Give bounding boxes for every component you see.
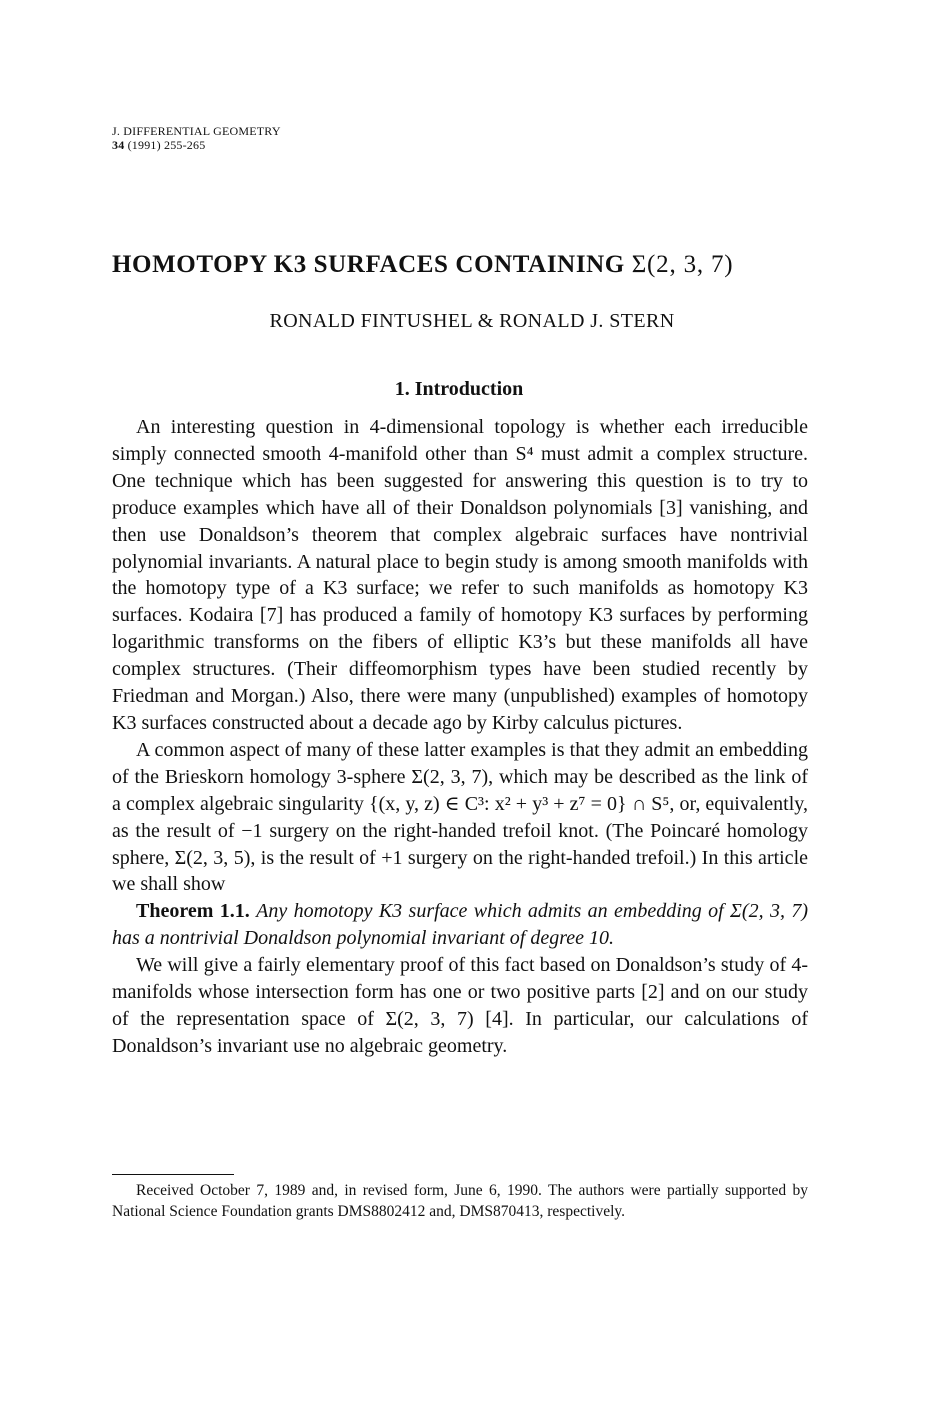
theorem-1-1 [112,898,808,952]
journal-header [112,124,281,152]
theorem-label: Theorem 1.1. [136,900,250,923]
paragraph-3: We will give a fairly elementary proof of this fact based on Donaldson’s study of 4-manifolds whose intersection form has one or two positive parts [2] and on our study of the representation space of Σ(2, 3, 7) [4]. In particular, our calculations of Donaldson’s invariant use no algebraic geometry. [112,954,808,1057]
paper-authors: RONALD FINTUSHEL & RONALD J. STERN [269,310,675,332]
journal-name: J. DIFFERENTIAL GEOMETRY [112,124,281,138]
journal-citation [112,138,281,152]
paragraph-2: A common aspect of many of these latter examples is that they admit an embedding of the Brieskorn homology 3-sphere Σ(2, 3, 7), which may be described as the link of a complex algebraic singularity {(x, y, z) ∈ C³: x² + y³ + z⁷ = 0} ∩ S⁵, or, equivalently, as the result of −1 surgery on the right-handed trefoil knot. (The Poincaré homology sphere, Σ(2, 3, 5), is the result of +1 surgery on the right-handed trefoil.) In this article we shall show [112,738,808,896]
journal-volume: 34 [112,138,125,152]
paper-title [112,251,812,279]
paragraph-1: An interesting question in 4-dimensional topology is whether each irreducible simply connected smooth 4-manifold other than S⁴ must admit a complex structure. One technique which has been suggested for answering this question is to try to produce examples which have all of their Donaldson polynomials [3] vanishing, and then use Donaldson’s theorem that complex algebraic surfaces have nontrivial polynomial invariants. A natural place to begin study is among smooth manifolds with the homotopy type of a K3 surface; we refer to such manifolds as homotopy K3 surfaces. Kodaira [7] has produced a family of homotopy K3 surfaces by performing logarithmic transforms on the fibers of elliptic K3’s but these manifolds all have complex structures. (Their diffeomorphism types have been studied recently by Friedman and Morgan.) Also, there were many (unpublished) examples of homotopy K3 surfaces constructed about a decade ago by Kirby calculus pictures. [112,416,808,734]
paper-body [112,414,808,1060]
paper-title-sigma: Σ(2, 3, 7) [631,251,734,278]
theorem-statement: Any homotopy K3 surface which admits an embedding of Σ(2, 3, 7) has a nontrivial Donaldson polynomial invariant of degree 10. [112,900,808,950]
section-heading: 1. Introduction [394,378,524,400]
paper-title-main: HOMOTOPY K3 SURFACES CONTAINING [112,251,632,278]
footnote: Received October 7, 1989 and, in revised form, June 6, 1990. The authors were partially supported by National Science Foundation grants DMS8802412 and, DMS870413, respectively. [112,1182,808,1220]
journal-year-pages: (1991) 255-265 [124,138,206,152]
footnote-rule [112,1174,234,1175]
